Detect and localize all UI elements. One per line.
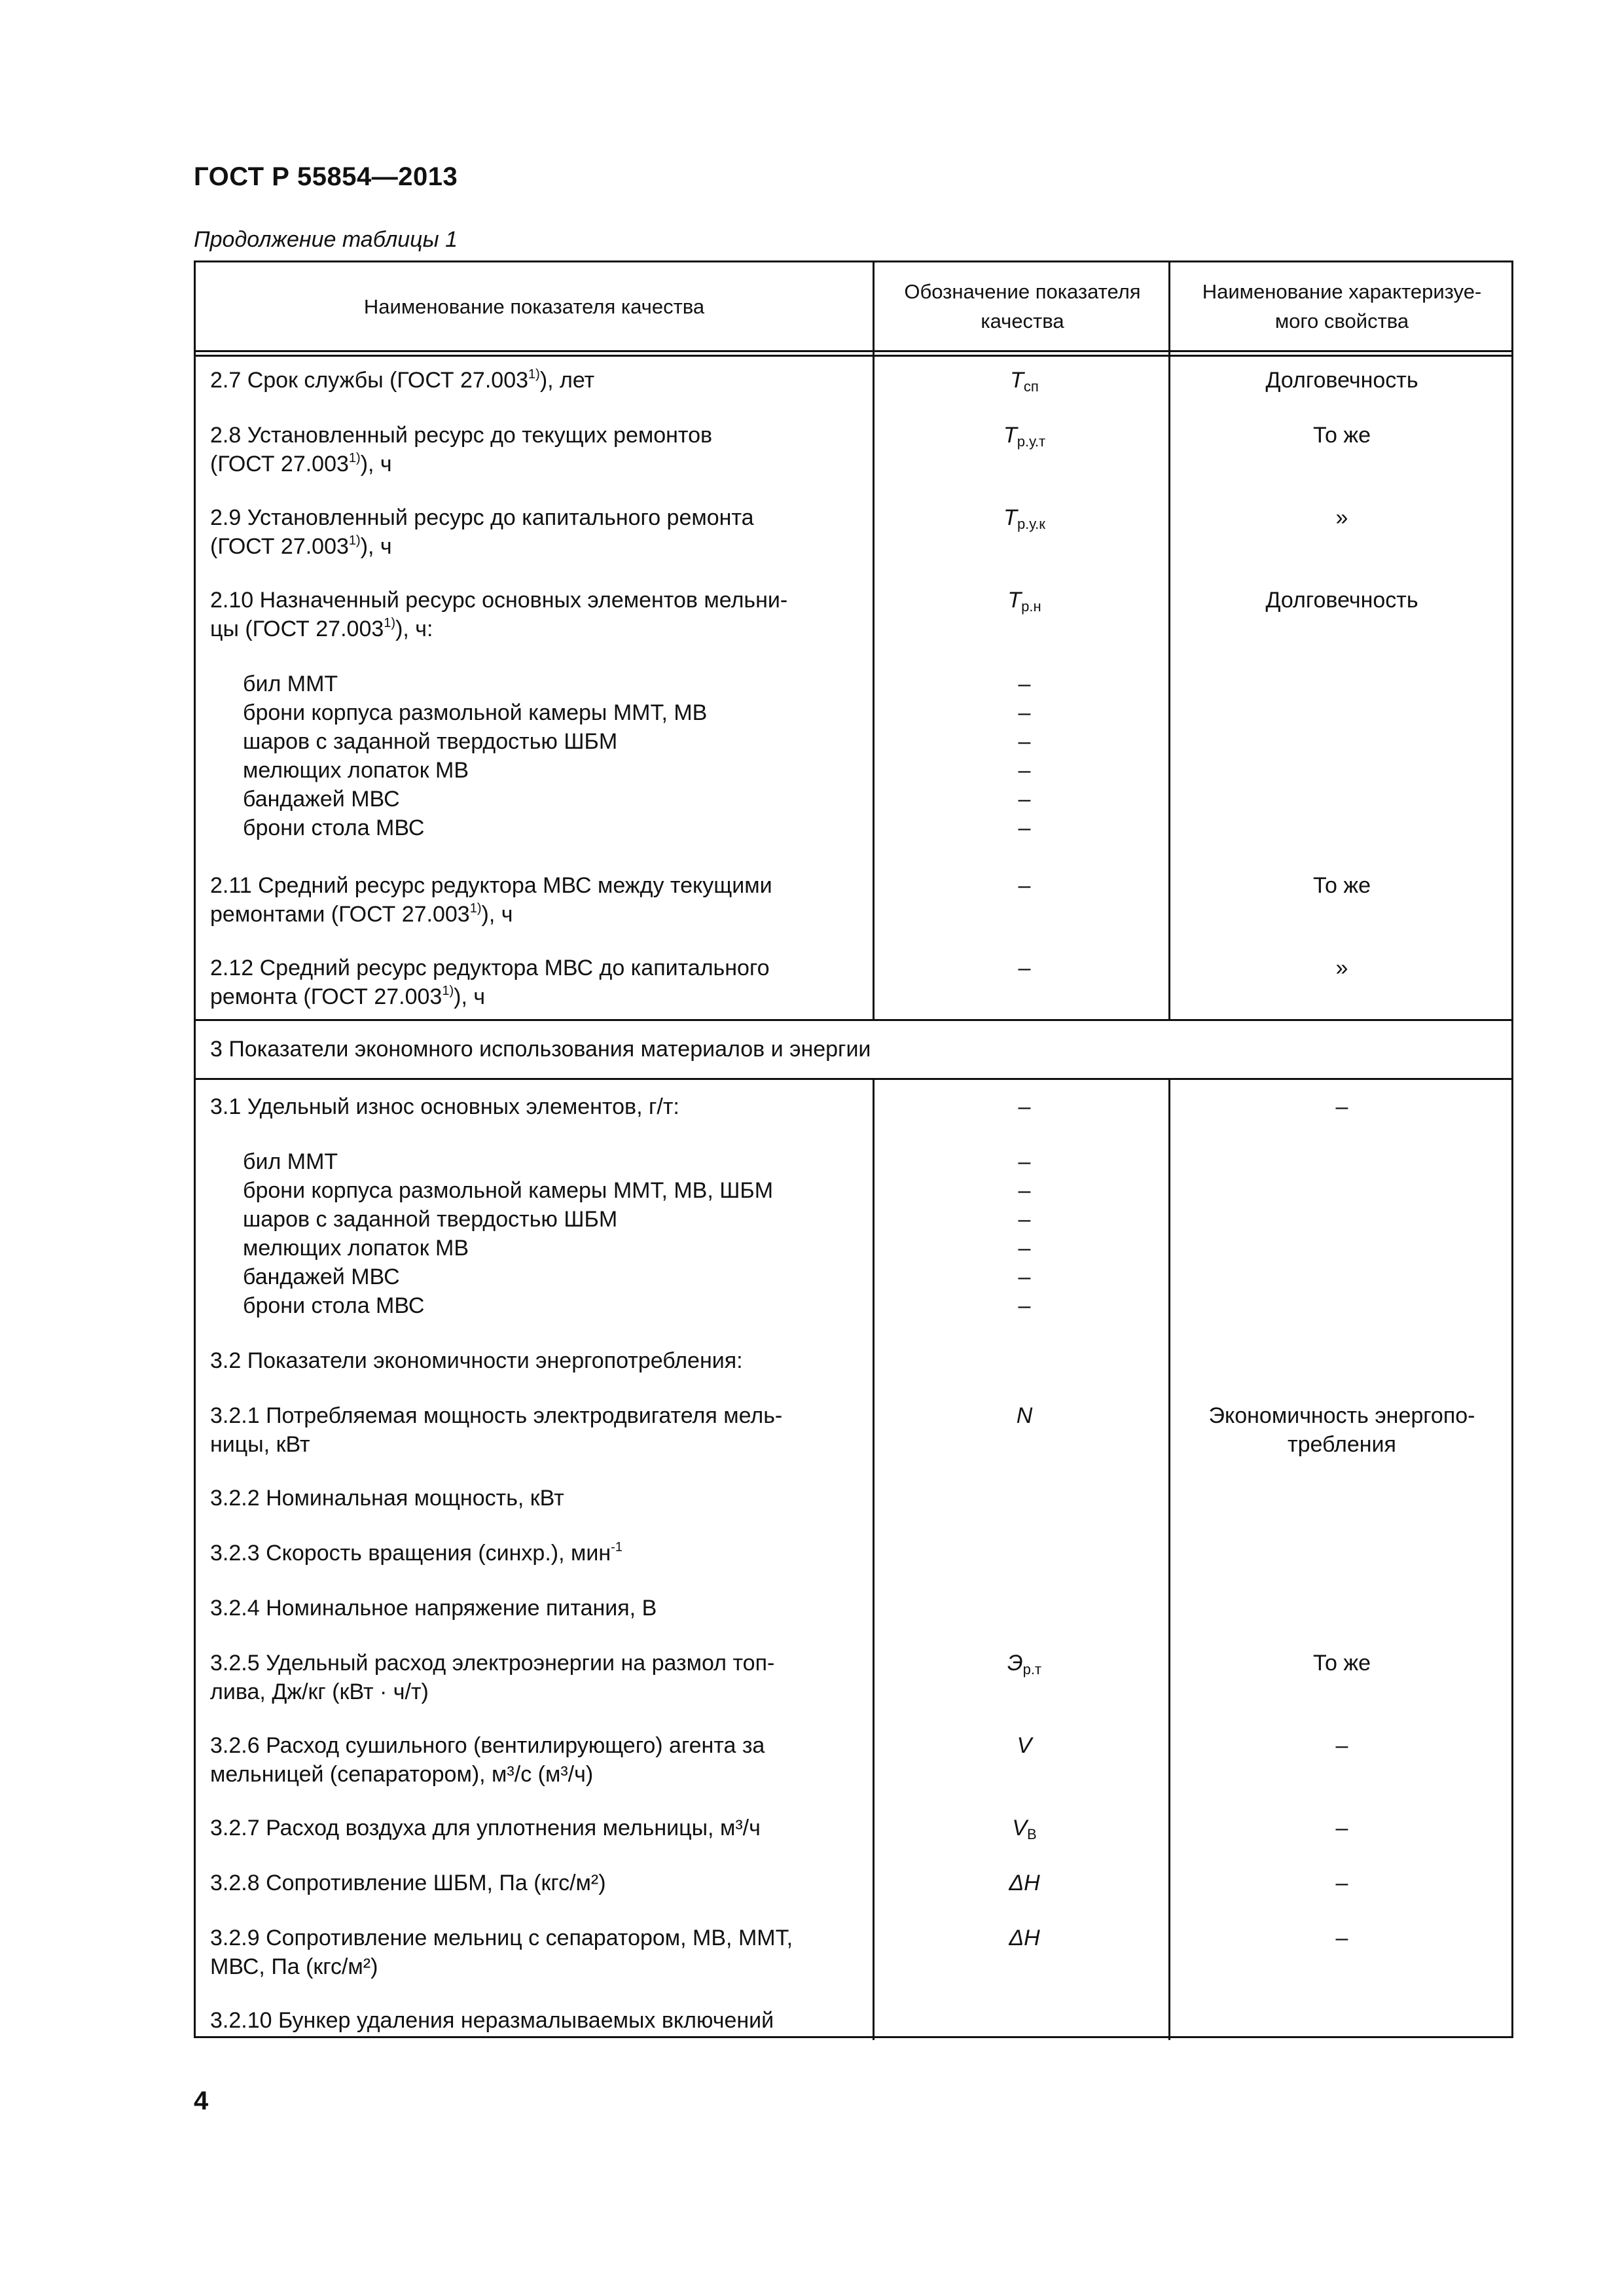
row-name: 3.2.7 Расход воздуха для уплотнения мельницы, м³/ч [210,1816,761,1840]
header-cell-designation: Обозначение показателя качества [904,280,1141,332]
row-property: Долговечность [1265,368,1418,393]
table-caption: Продолжение таблицы 1 [194,227,458,252]
row-subitem-designations: – – – – – – [1018,672,1031,840]
page-number: 4 [194,2087,209,2115]
row-property: Экономичность энергопо- требления [1208,1403,1475,1457]
row-property: – [1335,1816,1348,1840]
row-property: – [1335,1926,1348,1950]
row-designation: $T_{р.у.к}$ [1003,505,1045,532]
row-subitem-designations: – – – – – – [1018,1149,1031,1318]
row-property: – [1335,1733,1348,1758]
row-designation: V [1017,1733,1032,1758]
header-double-rule [196,350,1511,357]
row-name: 3.2.1 Потребляемая мощность электродвигателя мель- ницы, кВт [210,1403,783,1457]
row-property: То же [1312,1651,1371,1676]
row-name: 3.2.6 Расход сушильного (вентилирующего) агента за мельницей (сепаратором), м³/с (м³/ч) [210,1733,765,1787]
row-designation: $T_{р.н}$ [1007,588,1041,615]
row-property: – [1335,1871,1348,1895]
row-name: 2.8 Установленный ресурс до текущих ремонтов (ГОСТ 27.003$^{1)}$), ч [210,423,713,476]
row-name: 3.1 Удельный износ основных элементов, г/т: [210,1094,679,1119]
row-name: 3.2.3 Скорость вращения (синхр.), мин$^{-1}$ [210,1540,623,1566]
row-name: 3.2.4 Номинальное напряжение питания, В [210,1596,657,1621]
row-name: 2.10 Назначенный ресурс основных элементов мельни- цы (ГОСТ 27.003$^{1)}$), ч: [210,588,788,641]
row-name: 3.2.2 Номинальная мощность, кВт [210,1486,564,1511]
row-designation: – [1018,1094,1031,1119]
row-designation: $V_В$ [1012,1816,1037,1842]
row-designation: $T_{сп}$ [1010,368,1039,395]
document-code: ГОСТ Р 55854—2013 [194,162,458,191]
row-name: 3.2.9 Сопротивление мельниц с сепаратором, МВ, ММТ, МВС, Па (кгс/м²) [210,1926,793,1979]
row-designation: ΔH [1009,1926,1040,1950]
section-heading: 3 Показатели экономного использования материалов и энергии [210,1037,871,1062]
row-name: 3.2.8 Сопротивление ШБМ, Па (кгс/м²) [210,1871,606,1895]
row-name: 3.2.10 Бункер удаления неразмалываемых включений [210,2008,774,2033]
row-property: То же [1312,423,1371,448]
row-name: 2.12 Средний ресурс редуктора МВС до капитального ремонта (ГОСТ 27.003$^{1)}$), ч [210,956,770,1009]
row-designation: – [1018,873,1031,898]
header-cell-name: Наименование показателя качества [363,295,705,318]
row-property: – [1335,1094,1348,1119]
row-subitems: бил ММТ брони корпуса размольной камеры ММТ, МВ шаров с заданной твердостью ШБМ мелющих лопаток МВ бандажей МВС брони стола МВС [243,672,708,840]
row-name: 2.9 Установленный ресурс до капитального ремонта (ГОСТ 27.003$^{1)}$), ч [210,505,754,559]
row-property: Долговечность [1265,588,1418,613]
row-name: 3.2.5 Удельный расход электроэнергии на размол топ- лива, Дж/кг (кВт · ч/т) [210,1651,775,1704]
column-divider-1 [873,262,875,1019]
section-rule-bottom [196,1078,1511,1080]
header-cell-property: Наименование характеризуе-мого свойства [1202,280,1482,332]
row-name: 2.11 Средний ресурс редуктора МВС между текущими ремонтами (ГОСТ 27.003$^{1)}$), ч [210,873,772,927]
row-property: То же [1312,873,1371,898]
row-designation: $Э_{р.т}$ [1007,1651,1042,1677]
row-name: 3.2 Показатели экономичности энергопотребления: [210,1348,743,1373]
row-property: » [1335,505,1348,530]
row-subitems: бил ММТ брони корпуса размольной камеры ММТ, МВ, ШБМ шаров с заданной твердостью ШБМ мелющих лопаток МВ бандажей МВС брони стола МВС [243,1149,774,1318]
row-name: 2.7 Срок службы (ГОСТ 27.003$^{1)}$), лет [210,367,595,393]
column-divider-2 [1168,262,1170,1019]
row-designation: N [1016,1403,1033,1428]
section-rule-top [196,1019,1511,1021]
row-designation: – [1018,956,1031,980]
quality-indicators-table [194,260,1513,2038]
row-property: » [1335,956,1348,980]
column-divider-2b [1168,1078,1170,2040]
row-designation: ΔH [1009,1871,1040,1895]
row-designation: $T_{р.у.т}$ [1003,423,1046,450]
